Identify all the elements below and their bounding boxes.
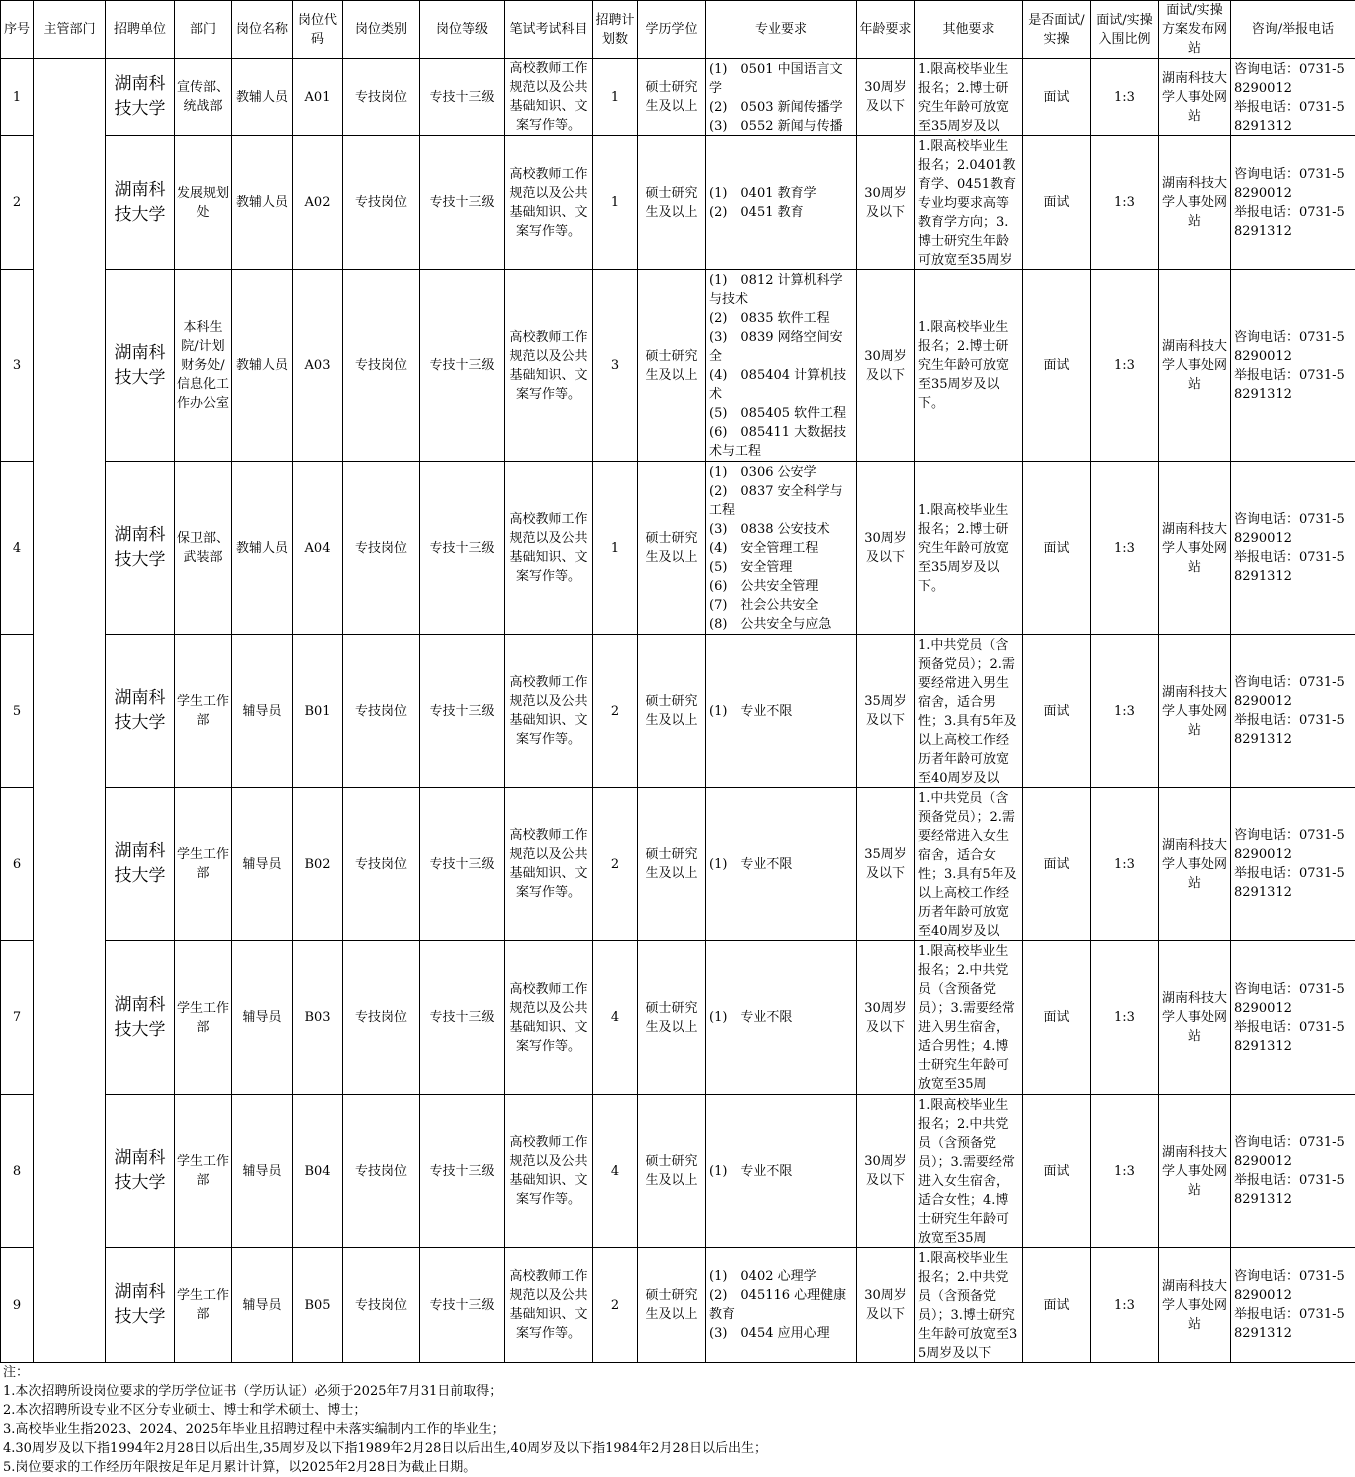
header-no: 序号: [1, 1, 34, 59]
other-text: 1.限高校毕业生报名；2.中共党员（含预备党员）；3.需要经常进入男生宿舍，适合男性；4.博士研究生年龄可放宽至35周: [918, 942, 1020, 1094]
code-cell: A01: [293, 59, 343, 136]
header-code: 岗位代码: [293, 1, 343, 59]
table-row: [1, 1248, 1355, 1363]
other-text: 1.限高校毕业生报名；2.博士研究生年龄可放宽至35周岁及以下。: [918, 501, 1020, 596]
exam-cell: 高校教师工作规范以及公共基础知识、文案写作等。: [505, 136, 593, 270]
report-phone: 举报电话：0731-58291312: [1234, 1171, 1353, 1209]
consult-phone: 咨询电话：0731-58290012: [1234, 673, 1353, 711]
unit-cell: 湖南科技大学: [106, 462, 175, 635]
category-cell: 专技岗位: [343, 941, 420, 1095]
phone-cell: [1231, 270, 1355, 462]
other-text: 1.限高校毕业生报名；2.中共党员（含预备党员）；3.博士研究生年龄可放宽至35周岁及以下: [918, 1249, 1020, 1362]
category-cell: 专技岗位: [343, 1095, 420, 1248]
header-phone: 咨询/举报电话: [1231, 1, 1355, 59]
age-cell: 30周岁及以下: [857, 1248, 915, 1363]
code-cell: A04: [293, 462, 343, 635]
unit-cell: 湖南科技大学: [106, 270, 175, 462]
plan-cell: 2: [593, 788, 638, 941]
major-cell: [706, 635, 857, 788]
header-exam: 笔试考试科目: [505, 1, 593, 59]
site-cell: 湖南科技大学人事处网站: [1159, 59, 1231, 136]
other-cell: [915, 136, 1023, 270]
age-cell: 30周岁及以下: [857, 136, 915, 270]
title-cell: 辅导员: [232, 635, 293, 788]
major-item: (5) 085405 软件工程: [709, 404, 854, 423]
title-cell: 教辅人员: [232, 462, 293, 635]
title-cell: 辅导员: [232, 788, 293, 941]
exam-cell: 高校教师工作规范以及公共基础知识、文案写作等。: [505, 1248, 593, 1363]
major-item: (1) 专业不限: [709, 855, 854, 874]
phone-cell: [1231, 941, 1355, 1095]
major-cell: [706, 941, 857, 1095]
plan-cell: 3: [593, 270, 638, 462]
major-cell: [706, 59, 857, 136]
major-item: (1) 专业不限: [709, 1162, 854, 1181]
level-cell: 专技十三级: [420, 788, 505, 941]
plan-cell: 1: [593, 136, 638, 270]
exam-cell: 高校教师工作规范以及公共基础知识、文案写作等。: [505, 788, 593, 941]
dept-cell: 学生工作部: [175, 788, 232, 941]
phone-cell: [1231, 635, 1355, 788]
table-row: [1, 270, 1355, 462]
major-cell: [706, 136, 857, 270]
category-cell: 专技岗位: [343, 635, 420, 788]
unit-cell: 湖南科技大学: [106, 1248, 175, 1363]
major-cell: [706, 462, 857, 635]
consult-phone: 咨询电话：0731-58290012: [1234, 328, 1353, 366]
interview-cell: 面试: [1023, 635, 1091, 788]
report-phone: 举报电话：0731-58291312: [1234, 366, 1353, 404]
header-site: 面试/实操方案发布网站: [1159, 1, 1231, 59]
code-cell: A03: [293, 270, 343, 462]
major-item: (2) 0837 安全科学与工程: [709, 482, 854, 520]
dept-cell: 学生工作部: [175, 1248, 232, 1363]
level-cell: 专技十三级: [420, 1248, 505, 1363]
unit-cell: 湖南科技大学: [106, 788, 175, 941]
consult-phone: 咨询电话：0731-58290012: [1234, 1133, 1353, 1171]
major-item: (3) 0839 网络空间安全: [709, 328, 854, 366]
major-item: (6) 085411 大数据技术与工程: [709, 423, 854, 461]
major-item: (3) 0454 应用心理: [709, 1324, 854, 1343]
code-cell: B02: [293, 788, 343, 941]
major-item: (8) 公共安全与应急: [709, 615, 854, 634]
table-row: [1, 941, 1355, 1095]
row-number: 2: [1, 136, 34, 270]
title-cell: 辅导员: [232, 1095, 293, 1248]
major-item: (6) 公共安全管理: [709, 577, 854, 596]
major-item: (1) 0501 中国语言文学: [709, 60, 854, 98]
edu-cell: 硕士研究生及以上: [638, 1095, 706, 1248]
title-cell: 教辅人员: [232, 59, 293, 136]
major-item: (1) 0812 计算机科学与技术: [709, 271, 854, 309]
site-cell: 湖南科技大学人事处网站: [1159, 1248, 1231, 1363]
table-row: [1, 136, 1355, 270]
note-item: 4.30周岁及以下指1994年2月28日以后出生,35周岁及以下指1989年2月28日以后出生,40周岁及以下指1984年2月28日以后出生；: [3, 1439, 1355, 1458]
code-cell: B01: [293, 635, 343, 788]
interview-cell: 面试: [1023, 136, 1091, 270]
code-cell: B04: [293, 1095, 343, 1248]
interview-cell: 面试: [1023, 788, 1091, 941]
plan-cell: 2: [593, 635, 638, 788]
site-cell: 湖南科技大学人事处网站: [1159, 635, 1231, 788]
level-cell: 专技十三级: [420, 270, 505, 462]
edu-cell: 硕士研究生及以上: [638, 136, 706, 270]
level-cell: 专技十三级: [420, 1095, 505, 1248]
report-phone: 举报电话：0731-58291312: [1234, 203, 1353, 241]
plan-cell: 1: [593, 59, 638, 136]
major-item: (4) 085404 计算机技术: [709, 366, 854, 404]
authority-cell: [34, 59, 106, 1363]
plan-cell: 4: [593, 941, 638, 1095]
major-item: (1) 专业不限: [709, 702, 854, 721]
header-authority: 主管部门: [34, 1, 106, 59]
exam-cell: 高校教师工作规范以及公共基础知识、文案写作等。: [505, 59, 593, 136]
ratio-cell: 1:3: [1091, 136, 1159, 270]
header-other: 其他要求: [915, 1, 1023, 59]
table-row: [1, 462, 1355, 635]
edu-cell: 硕士研究生及以上: [638, 635, 706, 788]
category-cell: 专技岗位: [343, 462, 420, 635]
age-cell: 35周岁及以下: [857, 788, 915, 941]
report-phone: 举报电话：0731-58291312: [1234, 98, 1353, 134]
level-cell: 专技十三级: [420, 635, 505, 788]
dept-cell: 发展规划处: [175, 136, 232, 270]
major-item: (4) 安全管理工程: [709, 539, 854, 558]
header-ratio: 面试/实操入围比例: [1091, 1, 1159, 59]
site-cell: 湖南科技大学人事处网站: [1159, 270, 1231, 462]
title-cell: 辅导员: [232, 941, 293, 1095]
age-cell: 30周岁及以下: [857, 1095, 915, 1248]
title-cell: 辅导员: [232, 1248, 293, 1363]
interview-cell: 面试: [1023, 1248, 1091, 1363]
dept-cell: 学生工作部: [175, 941, 232, 1095]
notes: [0, 1363, 1355, 1477]
exam-cell: 高校教师工作规范以及公共基础知识、文案写作等。: [505, 270, 593, 462]
ratio-cell: 1:3: [1091, 788, 1159, 941]
major-cell: [706, 270, 857, 462]
report-phone: 举报电话：0731-58291312: [1234, 1305, 1353, 1343]
header-category: 岗位类别: [343, 1, 420, 59]
major-item: (3) 0552 新闻与传播: [709, 117, 854, 134]
major-cell: [706, 1095, 857, 1248]
other-text: 1.限高校毕业生报名；2.0401教育学、0451教育专业均要求高等教育学方向；3.博士研究生年龄可放宽至35周岁: [918, 137, 1020, 269]
header-interview: 是否面试/实操: [1023, 1, 1091, 59]
age-cell: 30周岁及以下: [857, 59, 915, 136]
dept-cell: 学生工作部: [175, 635, 232, 788]
note-item: 5.岗位要求的工作经历年限按足年足月累计计算，以2025年2月28日为截止日期。: [3, 1458, 1355, 1477]
header-age: 年龄要求: [857, 1, 915, 59]
unit-cell: 湖南科技大学: [106, 1095, 175, 1248]
other-text: 1.限高校毕业生报名；2.博士研究生年龄可放宽至35周岁及以: [918, 60, 1020, 134]
other-cell: [915, 788, 1023, 941]
other-cell: [915, 941, 1023, 1095]
ratio-cell: 1:3: [1091, 1095, 1159, 1248]
other-cell: [915, 270, 1023, 462]
header-level: 岗位等级: [420, 1, 505, 59]
edu-cell: 硕士研究生及以上: [638, 59, 706, 136]
row-number: 7: [1, 941, 34, 1095]
major-item: (1) 0402 心理学: [709, 1267, 854, 1286]
consult-phone: 咨询电话：0731-58290012: [1234, 165, 1353, 203]
site-cell: 湖南科技大学人事处网站: [1159, 788, 1231, 941]
edu-cell: 硕士研究生及以上: [638, 462, 706, 635]
exam-cell: 高校教师工作规范以及公共基础知识、文案写作等。: [505, 941, 593, 1095]
other-text: 1.中共党员（含预备党员）；2.需要经常进入男生宿舍，适合男性；3.具有5年及以上高校工作经历者年龄可放宽至40周岁及以: [918, 636, 1020, 787]
major-item: (2) 0503 新闻传播学: [709, 98, 854, 117]
age-cell: 30周岁及以下: [857, 462, 915, 635]
table-row: [1, 635, 1355, 788]
major-item: (1) 专业不限: [709, 1008, 854, 1027]
category-cell: 专技岗位: [343, 788, 420, 941]
ratio-cell: 1:3: [1091, 270, 1159, 462]
category-cell: 专技岗位: [343, 1248, 420, 1363]
age-cell: 35周岁及以下: [857, 635, 915, 788]
other-cell: [915, 462, 1023, 635]
row-number: 3: [1, 270, 34, 462]
unit-cell: 湖南科技大学: [106, 59, 175, 136]
plan-cell: 1: [593, 462, 638, 635]
other-text: 1.限高校毕业生报名；2.博士研究生年龄可放宽至35周岁及以下。: [918, 318, 1020, 413]
category-cell: 专技岗位: [343, 59, 420, 136]
plan-cell: 2: [593, 1248, 638, 1363]
header-unit: 招聘单位: [106, 1, 175, 59]
site-cell: 湖南科技大学人事处网站: [1159, 136, 1231, 270]
note-heading: 注：: [3, 1363, 1355, 1382]
major-item: (1) 0401 教育学: [709, 184, 854, 203]
level-cell: 专技十三级: [420, 136, 505, 270]
interview-cell: 面试: [1023, 462, 1091, 635]
table-row: [1, 788, 1355, 941]
major-item: (1) 0306 公安学: [709, 463, 854, 482]
header-major: 专业要求: [706, 1, 857, 59]
phone-cell: [1231, 1095, 1355, 1248]
consult-phone: 咨询电话：0731-58290012: [1234, 980, 1353, 1018]
header-edu: 学历学位: [638, 1, 706, 59]
interview-cell: 面试: [1023, 270, 1091, 462]
code-cell: B03: [293, 941, 343, 1095]
code-cell: B05: [293, 1248, 343, 1363]
level-cell: 专技十三级: [420, 462, 505, 635]
consult-phone: 咨询电话：0731-58290012: [1234, 826, 1353, 864]
site-cell: 湖南科技大学人事处网站: [1159, 1095, 1231, 1248]
age-cell: 30周岁及以下: [857, 270, 915, 462]
unit-cell: 湖南科技大学: [106, 941, 175, 1095]
interview-cell: 面试: [1023, 1095, 1091, 1248]
edu-cell: 硕士研究生及以上: [638, 1248, 706, 1363]
other-text: 1.限高校毕业生报名；2.中共党员（含预备党员）；3.需要经常进入女生宿舍，适合女性；4.博士研究生年龄可放宽至35周: [918, 1096, 1020, 1247]
header-plan: 招聘计划数: [593, 1, 638, 59]
report-phone: 举报电话：0731-58291312: [1234, 1018, 1353, 1056]
note-item: 3.高校毕业生指2023、2024、2025年毕业且招聘过程中未落实编制内工作的毕业生；: [3, 1420, 1355, 1439]
report-phone: 举报电话：0731-58291312: [1234, 711, 1353, 749]
major-item: (2) 045116 心理健康教育: [709, 1286, 854, 1324]
major-item: (2) 0835 软件工程: [709, 309, 854, 328]
consult-phone: 咨询电话：0731-58290012: [1234, 60, 1353, 98]
major-cell: [706, 1248, 857, 1363]
dept-cell: 本科生院/计划财务处/信息化工作办公室: [175, 270, 232, 462]
site-cell: 湖南科技大学人事处网站: [1159, 941, 1231, 1095]
edu-cell: 硕士研究生及以上: [638, 941, 706, 1095]
edu-cell: 硕士研究生及以上: [638, 788, 706, 941]
ratio-cell: 1:3: [1091, 462, 1159, 635]
row-number: 6: [1, 788, 34, 941]
phone-cell: [1231, 136, 1355, 270]
note-item: 1.本次招聘所设岗位要求的学历学位证书（学历认证）必须于2025年7月31日前取得；: [3, 1382, 1355, 1401]
site-cell: 湖南科技大学人事处网站: [1159, 462, 1231, 635]
ratio-cell: 1:3: [1091, 1248, 1159, 1363]
major-item: (5) 安全管理: [709, 558, 854, 577]
dept-cell: 学生工作部: [175, 1095, 232, 1248]
table-row: [1, 59, 1355, 136]
major-item: (7) 社会公共安全: [709, 596, 854, 615]
consult-phone: 咨询电话：0731-58290012: [1234, 1267, 1353, 1305]
other-text: 1.中共党员（含预备党员）；2.需要经常进入女生宿舍，适合女性；3.具有5年及以上高校工作经历者年龄可放宽至40周岁及以: [918, 789, 1020, 940]
dept-cell: 宣传部、统战部: [175, 59, 232, 136]
row-number: 5: [1, 635, 34, 788]
unit-cell: 湖南科技大学: [106, 136, 175, 270]
header-row: [1, 1, 1355, 59]
other-cell: [915, 1248, 1023, 1363]
age-cell: 30周岁及以下: [857, 941, 915, 1095]
row-number: 1: [1, 59, 34, 136]
code-cell: A02: [293, 136, 343, 270]
title-cell: 教辅人员: [232, 270, 293, 462]
table-row: [1, 1095, 1355, 1248]
report-phone: 举报电话：0731-58291312: [1234, 864, 1353, 902]
note-item: 2.本次招聘所设专业不区分专业硕士、博士和学术硕士、博士；: [3, 1401, 1355, 1420]
exam-cell: 高校教师工作规范以及公共基础知识、文案写作等。: [505, 1095, 593, 1248]
other-cell: [915, 59, 1023, 136]
level-cell: 专技十三级: [420, 941, 505, 1095]
ratio-cell: 1:3: [1091, 59, 1159, 136]
table-body: [1, 59, 1355, 1363]
row-number: 8: [1, 1095, 34, 1248]
interview-cell: 面试: [1023, 59, 1091, 136]
header-title: 岗位名称: [232, 1, 293, 59]
edu-cell: 硕士研究生及以上: [638, 270, 706, 462]
level-cell: 专技十三级: [420, 59, 505, 136]
header-dept: 部门: [175, 1, 232, 59]
category-cell: 专技岗位: [343, 270, 420, 462]
ratio-cell: 1:3: [1091, 941, 1159, 1095]
consult-phone: 咨询电话：0731-58290012: [1234, 510, 1353, 548]
phone-cell: [1231, 1248, 1355, 1363]
exam-cell: 高校教师工作规范以及公共基础知识、文案写作等。: [505, 462, 593, 635]
major-item: (3) 0838 公安技术: [709, 520, 854, 539]
plan-cell: 4: [593, 1095, 638, 1248]
other-cell: [915, 635, 1023, 788]
report-phone: 举报电话：0731-58291312: [1234, 548, 1353, 586]
title-cell: 教辅人员: [232, 136, 293, 270]
unit-cell: 湖南科技大学: [106, 635, 175, 788]
major-item: (2) 0451 教育: [709, 203, 854, 222]
phone-cell: [1231, 788, 1355, 941]
category-cell: 专技岗位: [343, 136, 420, 270]
major-cell: [706, 788, 857, 941]
interview-cell: 面试: [1023, 941, 1091, 1095]
other-cell: [915, 1095, 1023, 1248]
ratio-cell: 1:3: [1091, 635, 1159, 788]
exam-cell: 高校教师工作规范以及公共基础知识、文案写作等。: [505, 635, 593, 788]
row-number: 4: [1, 462, 34, 635]
phone-cell: [1231, 59, 1355, 136]
row-number: 9: [1, 1248, 34, 1363]
dept-cell: 保卫部、武装部: [175, 462, 232, 635]
phone-cell: [1231, 462, 1355, 635]
